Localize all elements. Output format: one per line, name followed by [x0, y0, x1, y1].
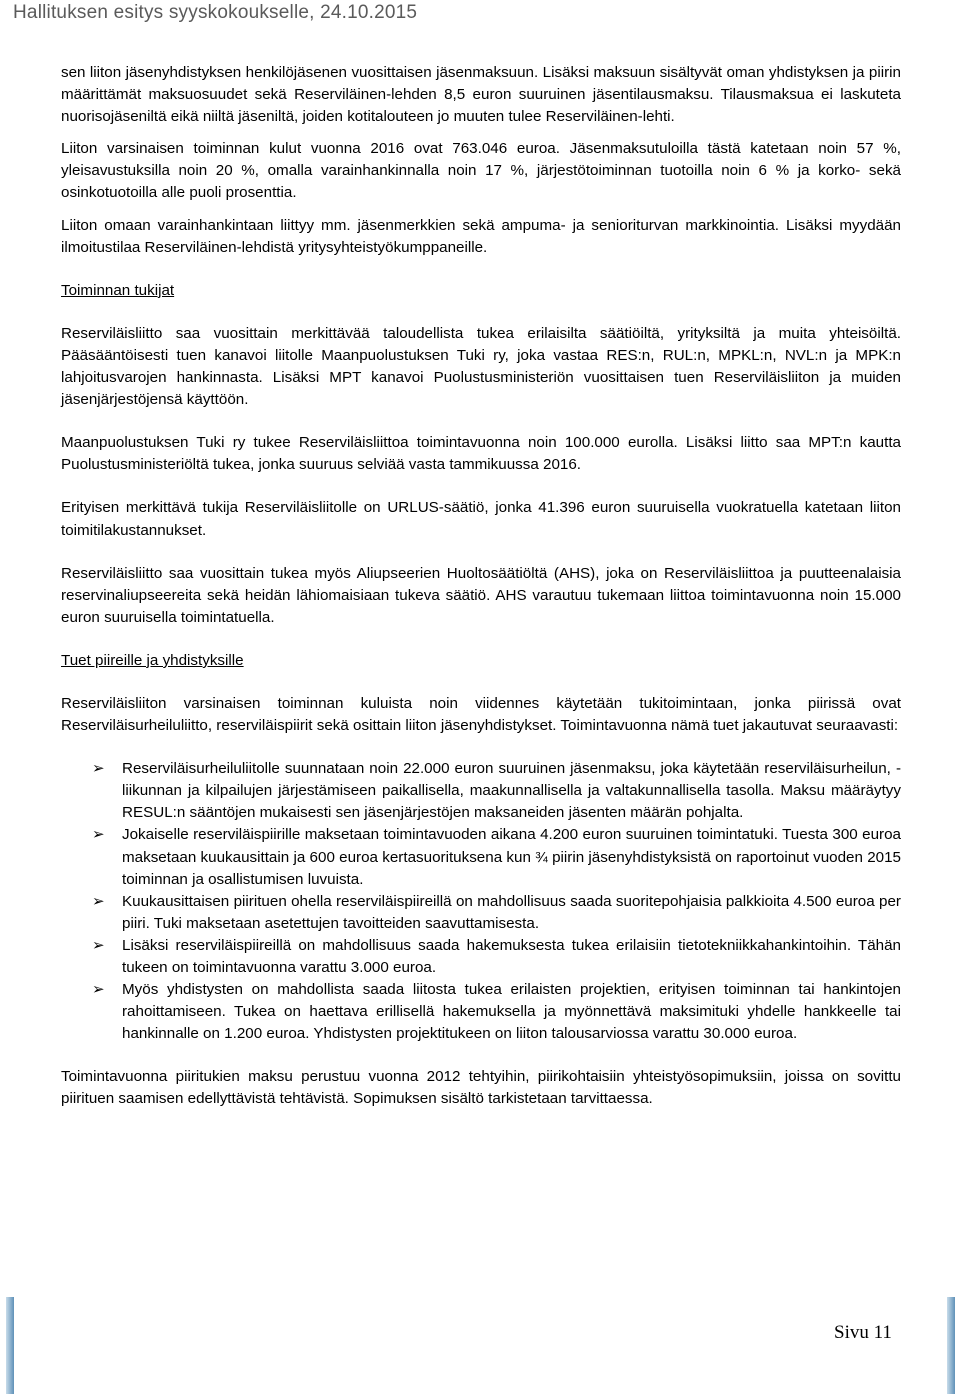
section-heading: Tuet piireille ja yhdistyksille: [61, 651, 244, 669]
footer-decoration-right: [947, 1297, 955, 1394]
arrow-bullet-icon: ➢: [92, 826, 105, 844]
arrow-bullet-icon: ➢: [92, 981, 105, 999]
list-item: ➢ Lisäksi reserviläispiireillä on mahdollisuus saada hakemuksesta tukea erilaisiin tietotekniikkahankintoihin. Tähän tukeen on toimintavuonna varattu 3.000 euroa.: [92, 936, 901, 976]
arrow-bullet-icon: ➢: [92, 760, 105, 778]
paragraph: Toimintavuonna piiritukien maksu perustuu vuonna 2012 tehtyihin, piirikohtaisiin yhteistyösopimuksiin, joissa on sovittu piirituen saamisen edellyttävistä tehtävistä. Sopimuksen sisältö tarkistetaan tarvittaessa.: [61, 1068, 901, 1108]
header-title: Hallituksen esitys syyskokoukselle, 24.10.2015: [13, 2, 418, 23]
paragraph: Maanpuolustuksen Tuki ry tukee Reserviläisliittoa toimintavuonna noin 100.000 eurolla. Lisäksi liitto saa MPT:n kautta Puolustusministeriöltä tukea, jonka suuruus selviää vasta tammikuussa 2016.: [61, 434, 901, 474]
paragraph: Reserviläisliiton varsinaisen toiminnan kuluista noin viidennes käytetään tukitoimintaan, jonka piirissä ovat Reserviläisurheiluliitto, reserviläispiirit sekä osittain liiton jäsenyhdistykset. Toimintavuonna nämä tuet jakautuvat seuraavasti:: [61, 694, 901, 735]
list-item: ➢ Kuukausittaisen piirituen ohella reserviläispiireillä on mahdollisuus saada suoritepohjaisia palkkioita 4.500 euroa per piiri. Tuki maksetaan asetettujen tavoitteiden saavuttamisesta.: [92, 892, 901, 932]
footer-decoration-left: [6, 1297, 14, 1394]
section-heading: Toiminnan tukijat: [61, 281, 175, 299]
list-item: ➢ Jokaiselle reserviläispiirille maksetaan toimintavuoden aikana 4.200 euron suuruinen toimintatuki. Tuesta 300 euroa maksetaan kuukausittain ja 600 euroa kertasuorituksena kun ¾ piirin jäsenyhdistyksistä on raportoinut vuoden 2015 toiminnan ja osallistumisen luvuista.: [92, 826, 901, 888]
paragraph: sen liiton jäsenyhdistyksen henkilöjäsenen vuosittaisen jäsenmaksuun. Lisäksi maksuun sisältyvät oman yhdistyksen ja piirin määrittämät maksuosuudet sekä Reserviläinen-lehden 8,5 euron suuruinen jäsentilausmaksu. Tilausmaksua ei laskuteta nuorisojäseniltä eikä niiltä jäseniltä, joiden kotitalouteen jo muuten tulee Reserviläinen-lehti.: [61, 64, 901, 126]
paragraph: Erityisen merkittävä tukija Reserviläisliitolle on URLUS-säätiö, jonka 41.396 euron suuruisella vuokratuella katetaan liiton toimitilakustannukset.: [61, 499, 901, 539]
arrow-bullet-icon: ➢: [92, 936, 105, 954]
paragraph: Liiton omaan varainhankintaan liittyy mm. jäsenmerkkien sekä ampuma- ja senioriturvan markkinointia. Lisäksi myydään ilmoitustilaa Reserviläinen-lehdistä yritysyhteistyökumppaneille.: [61, 216, 901, 256]
list-item: ➢ Reserviläisurheiluliitolle suunnataan noin 22.000 euron suuruinen jäsenmaksu, joka käytetään reserviläisurheilun, -liikunnan ja kilpailujen järjestämiseen paikallisella, maakunnallisella ja valtakunnallisella tasolla. Maksu määräytyy RESUL:n sääntöjen mukaisesti sen jäsenjärjestöjen maksaneiden jäsenten määrän pohjalta.: [92, 760, 901, 822]
document-body: [61, 62, 901, 1111]
document-header: [0, 0, 960, 34]
paragraph: Reserviläisliitto saa vuosittain merkittävää taloudellista tukea erilaisilta säätiöiltä, yrityksiltä ja muita yhteisöiltä. Pääsääntöisesti tuen kanavoi liitolle Maanpuolustuksen Tuki ry, joka vastaa RES:n, RUL:n, MPKL:n, NVL:n ja MPK:n lahjoitusvarojen hankinnasta. Lisäksi MPT kanavoi Puolustusministeriön vuosittaisen tuen Reserviläisliiton ja muiden jäsenjärjestöjensä käyttöön.: [61, 324, 901, 409]
arrow-bullet-icon: ➢: [92, 892, 105, 910]
paragraph: Reserviläisliitto saa vuosittain tukea myös Aliupseerien Huoltosäätiöltä (AHS), joka on Reserviläisliittoa ja puutteenalaisia reservinaliupseereita sekä heidän lähiomaisiaan tukeva säätiö. AHS varautuu tukemaan liittoa toimintavuonna noin 15.000 euron suuruisella toimintatuella.: [61, 564, 901, 626]
support-list: [61, 758, 901, 1045]
list-item: ➢ Myös yhdistysten on mahdollista saada liitosta tukea erilaisten projektien, erityisen toiminnan tai hankintojen rahoittamiseen. Tukea on haettava erillisellä hakemuksella ja myönnettävä maksimituki yhdelle hankkeelle tai hankinnalle on 1.200 euroa. Yhdistysten projektitukeen on liiton talousarviossa varattu 30.000 euroa.: [92, 981, 901, 1043]
page-number: Sivu 11: [834, 1322, 892, 1343]
paragraph: Liiton varsinaisen toiminnan kulut vuonna 2016 ovat 763.046 euroa. Jäsenmaksutuloilla tästä katetaan noin 57 %, yleisavustuksilla noin 20 %, omalla varainhankinnalla noin 17 %, järjestötoiminnan tuotoilla noin 6 % ja korko- sekä osinkotuotoilla alle puoli prosenttia.: [61, 140, 901, 202]
